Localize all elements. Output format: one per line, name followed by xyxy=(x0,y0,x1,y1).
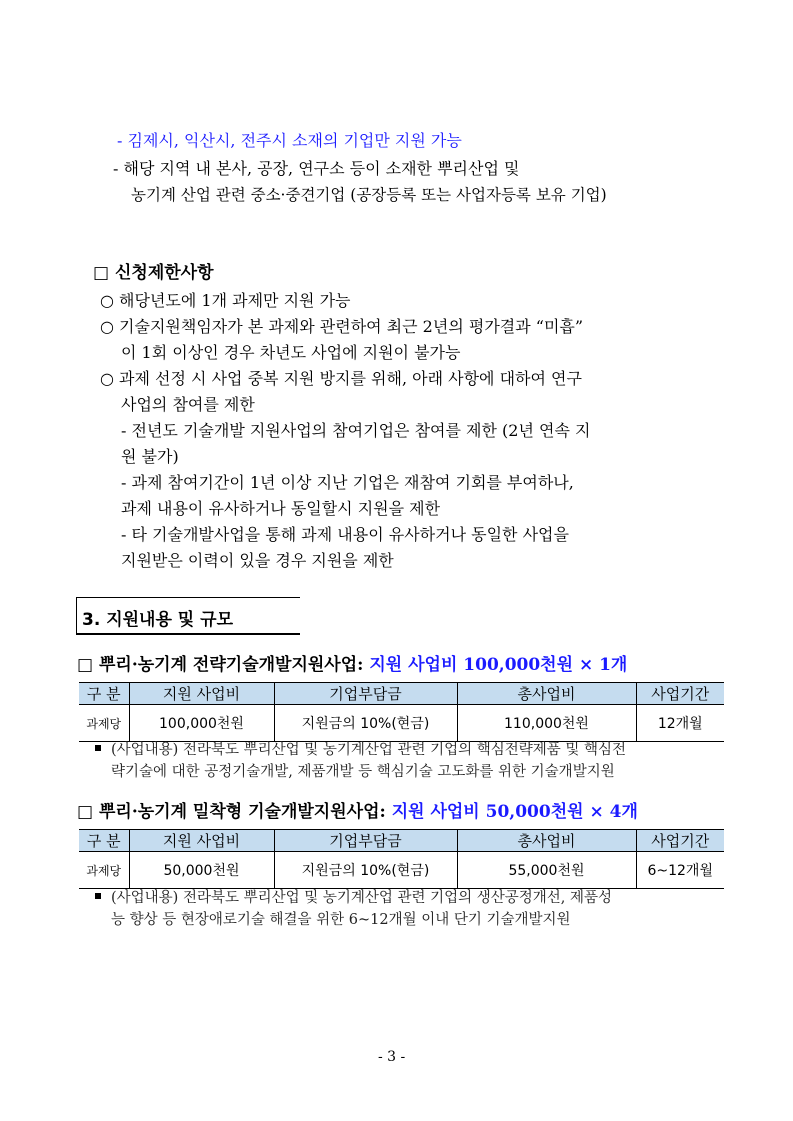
restriction-line: ○ 해당년도에 1개 과제만 지원 가능 xyxy=(100,291,351,310)
section-3-title: 3. 지원내용 및 규모 xyxy=(82,610,233,630)
table-cell: 과제당 xyxy=(79,705,129,742)
program-2-note-text: (사업내용) 전라북도 뿌리산업 및 농기계산업 관련 기업의 생산공정개선, 제품성 xyxy=(111,890,613,906)
table-header-cell: 지원 사업비 xyxy=(129,683,274,705)
program-2-title xyxy=(77,801,638,823)
table-header-cell: 총사업비 xyxy=(457,830,636,852)
square-bullet-icon xyxy=(95,745,101,751)
table-header-cell: 기업부담금 xyxy=(274,830,457,852)
table-cell: 지원금의 10%(현금) xyxy=(274,852,457,889)
table-cell: 과제당 xyxy=(79,852,129,889)
eligibility-line-3: 농기계 산업 관련 중소·중견기업 (공장등록 또는 사업자등록 보유 기업) xyxy=(131,186,607,204)
table-cell: 50,000천원 xyxy=(129,852,274,889)
table-cell: 110,000천원 xyxy=(457,705,636,742)
table-cell: 지원금의 10%(현금) xyxy=(274,705,457,742)
program-2-note-line-2: 능 향상 등 현장애로기술 해결을 위한 6~12개월 이내 단기 기술개발지원 xyxy=(111,912,571,928)
program-1-note-text: (사업내용) 전라북도 뿌리산업 및 농기계산업 관련 기업의 핵심전략제품 및 핵심전 xyxy=(111,742,627,758)
program-2-note-line-1 xyxy=(95,887,612,909)
program-2-title-highlight: 지원 사업비 50,000천원 × 4개 xyxy=(391,802,638,822)
program-1-table xyxy=(79,682,724,742)
table-cell: 55,000천원 xyxy=(457,852,636,889)
table-header-cell: 구 분 xyxy=(79,683,129,705)
square-bullet-icon xyxy=(95,893,101,899)
restriction-line: - 전년도 기술개발 지원사업의 참여기업은 참여를 제한 (2년 연속 지 xyxy=(121,421,591,440)
table-header-cell: 기업부담금 xyxy=(274,683,457,705)
page-number: - 3 - xyxy=(378,1049,406,1065)
restriction-line: - 타 기술개발사업을 통해 과제 내용이 유사하거나 동일한 사업을 xyxy=(121,525,569,544)
restriction-line: ○ 과제 선정 시 사업 중복 지원 방지를 위해, 아래 사항에 대하여 연구 xyxy=(100,369,582,388)
table-cell: 12개월 xyxy=(636,705,724,742)
table-row xyxy=(79,705,724,742)
program-2-table xyxy=(79,829,724,889)
restriction-line: 지원받은 이력이 있을 경우 지원을 제한 xyxy=(121,551,394,570)
table-header-row xyxy=(79,683,724,705)
table-header-cell: 사업기간 xyxy=(636,683,724,705)
program-1-title xyxy=(77,654,627,676)
table-header-row xyxy=(79,830,724,852)
program-1-title-prefix: □ 뿌리·농기계 전략기술개발지원사업: xyxy=(77,655,370,675)
program-2-title-prefix: □ 뿌리·농기계 밀착형 기술개발지원사업: xyxy=(77,802,392,822)
table-header-cell: 총사업비 xyxy=(457,683,636,705)
eligibility-line-1: - 김제시, 익산시, 전주시 소재의 기업만 지원 가능 xyxy=(117,131,462,150)
restriction-line: ○ 기술지원책임자가 본 과제와 관련하여 최근 2년의 평가결과 “미흡” xyxy=(100,317,584,336)
eligibility-line-2: - 해당 지역 내 본사, 공장, 연구소 등이 소재한 뿌리산업 및 xyxy=(113,159,520,178)
table-row xyxy=(79,852,724,889)
program-1-title-highlight: 지원 사업비 100,000천원 × 1개 xyxy=(369,655,628,675)
table-header-cell: 구 분 xyxy=(79,830,129,852)
restriction-line: 사업의 참여를 제한 xyxy=(121,395,255,414)
section-3-heading-box xyxy=(76,597,300,635)
restrictions-heading: □ 신청제한사항 xyxy=(93,263,214,283)
table-header-cell: 지원 사업비 xyxy=(129,830,274,852)
restriction-line: 원 불가) xyxy=(121,447,179,466)
restriction-line: 이 1회 이상인 경우 차년도 사업에 지원이 불가능 xyxy=(121,343,461,362)
table-header-cell: 사업기간 xyxy=(636,830,724,852)
table-cell: 6~12개월 xyxy=(636,852,724,889)
restriction-line: 과제 내용이 유사하거나 동일할시 지원을 제한 xyxy=(121,499,441,518)
table-cell: 100,000천원 xyxy=(129,705,274,742)
program-1-note-line-1 xyxy=(95,739,626,761)
restriction-line: - 과제 참여기간이 1년 이상 지난 기업은 재참여 기회를 부여하나, xyxy=(121,473,574,492)
program-1-note-line-2: 략기술에 대한 공정기술개발, 제품개발 등 핵심기술 고도화를 위한 기술개발지원 xyxy=(111,764,615,780)
